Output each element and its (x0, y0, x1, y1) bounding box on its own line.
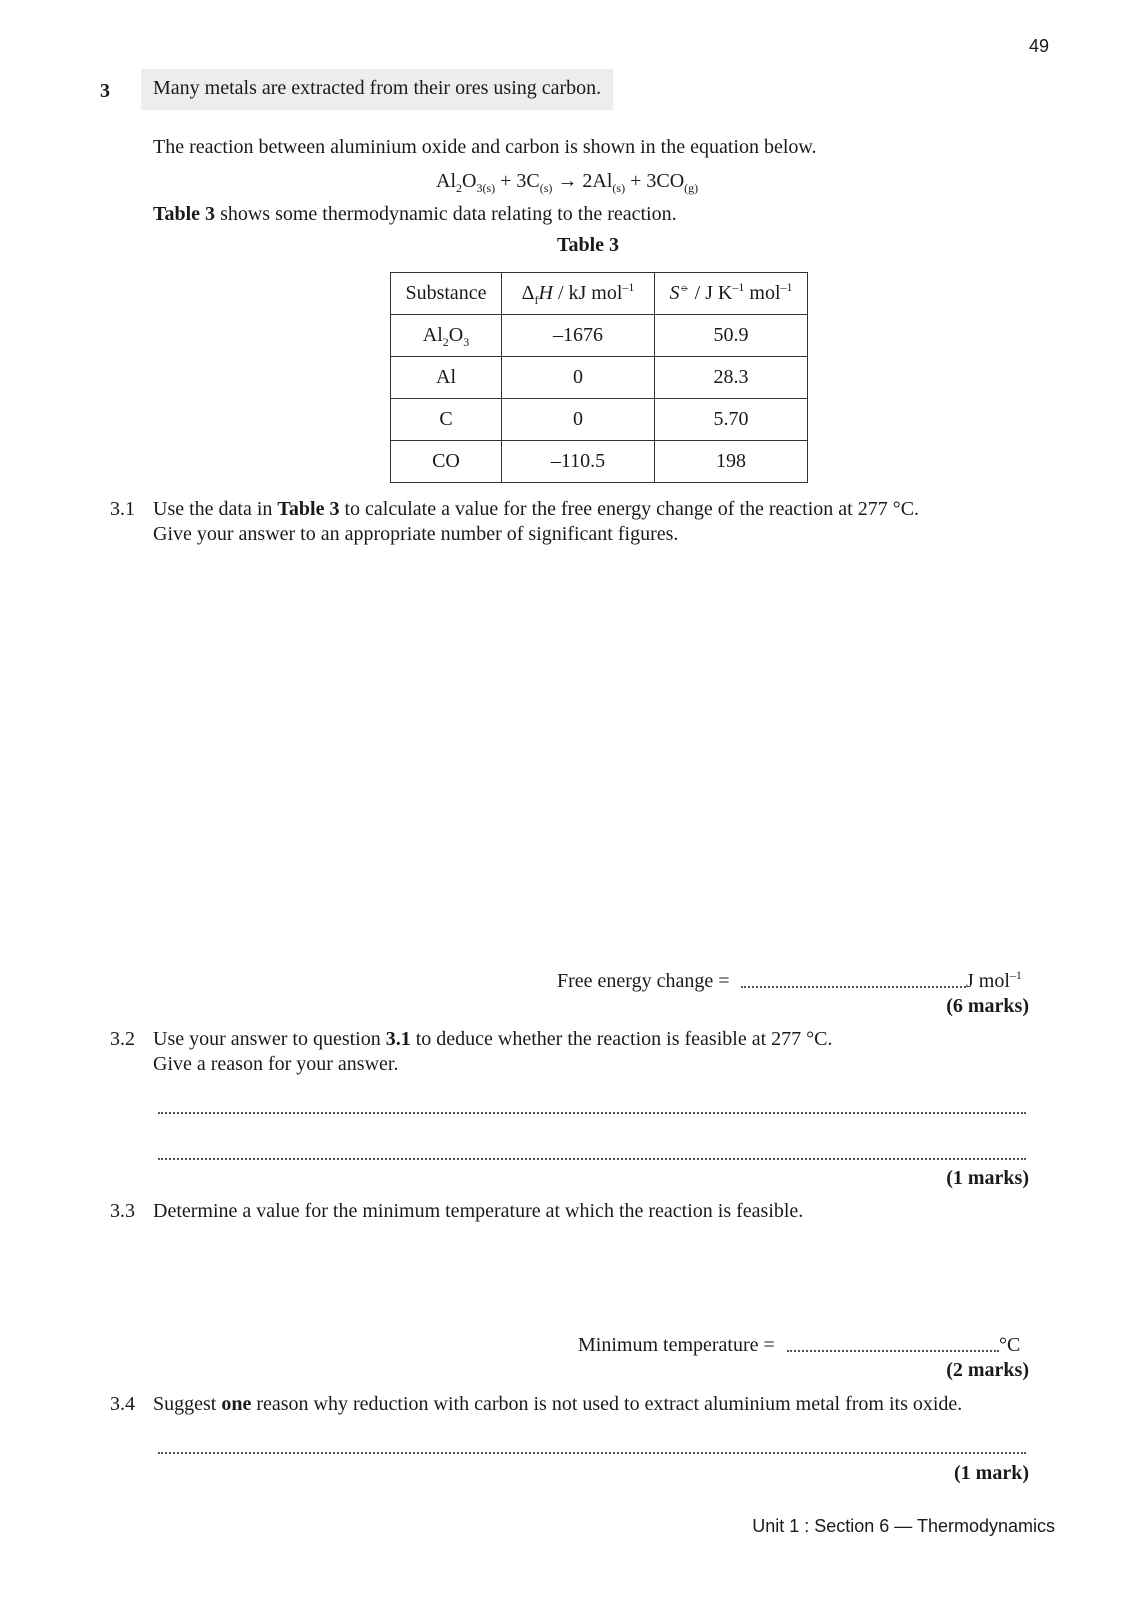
entropy-cell: 198 (655, 441, 808, 483)
table-row (391, 441, 808, 483)
entropy-cell: 28.3 (655, 357, 808, 399)
entropy-cell: 50.9 (655, 315, 808, 357)
q32-marks: (1 marks) (946, 1167, 1029, 1189)
q33-marks: (2 marks) (946, 1359, 1029, 1381)
q33-answer-field[interactable] (787, 1350, 999, 1352)
q34-text: Suggest one reason why reduction with carbon is not used to extract aluminium metal from its oxide. (153, 1393, 963, 1415)
question-number: 3 (100, 80, 110, 102)
q31-text-line2: Give your answer to an appropriate number of significant figures. (153, 523, 679, 545)
entropy-cell: 5.70 (655, 399, 808, 441)
enthalpy-cell: –110.5 (502, 441, 655, 483)
header-enthalpy: $\Delta_fH$ / kJ mol$^{-1}$ (502, 273, 655, 315)
q32-number: 3.2 (110, 1028, 135, 1050)
q31-answer-unit: J mol$^{-1}$ (966, 968, 1022, 992)
question-intro (141, 69, 613, 110)
q32-answer-line-1[interactable] (158, 1112, 1026, 1114)
q31-marks: (6 marks) (946, 995, 1029, 1017)
page-footer: Unit 1 : Section 6 — Thermodynamics (752, 1516, 1055, 1536)
q32-text: Use your answer to question 3.1 to deduce whether the reaction is feasible at 277 °C. (153, 1028, 833, 1050)
enthalpy-cell: 0 (502, 399, 655, 441)
page-number: 49 (1028, 36, 1049, 56)
q32-answer-line-2[interactable] (158, 1158, 1026, 1160)
thermo-data-table (390, 272, 808, 483)
q33-answer-unit: °C (999, 1334, 1021, 1356)
table-row (391, 357, 808, 399)
q31-answer-label: Free energy change = (557, 970, 730, 992)
table-reference: Table 3 shows some thermodynamic data relating to the reaction. (153, 203, 677, 225)
q31-text: Use the data in Table 3 to calculate a value for the free energy change of the reaction at 277 °C. (153, 498, 920, 520)
table-header-row (391, 273, 808, 315)
q31-number: 3.1 (110, 498, 135, 520)
substance-cell: C (391, 399, 502, 441)
header-substance: Substance (391, 273, 502, 315)
q34-number: 3.4 (110, 1393, 135, 1415)
q33-text: Determine a value for the minimum temperature at which the reaction is feasible. (153, 1200, 804, 1222)
q33-answer-label: Minimum temperature = (578, 1334, 775, 1356)
substance-cell: $Al_2O_3$ (391, 315, 502, 357)
table-row (391, 399, 808, 441)
enthalpy-cell: –1676 (502, 315, 655, 357)
enthalpy-cell: 0 (502, 357, 655, 399)
reaction-text: The reaction between aluminium oxide and carbon is shown in the equation below. (153, 136, 817, 158)
table-row (391, 315, 808, 357)
q31-answer-field[interactable] (741, 986, 966, 988)
header-entropy: S⦵ / J $K^{-1}$ mol$^{-1}$ (655, 273, 808, 315)
table-caption: Table 3 (557, 234, 620, 256)
q33-number: 3.3 (110, 1200, 135, 1222)
question-intro-text: Many metals are extracted from their ores using carbon. (153, 77, 602, 99)
substance-cell: Al (391, 357, 502, 399)
q34-marks: (1 mark) (954, 1462, 1029, 1484)
reaction-equation: $Al_2O_{3(s)} + 3C_{(s)} \to 2Al_{(s)} + 3CO_{(g)}$ (436, 170, 699, 195)
substance-cell: CO (391, 441, 502, 483)
q34-answer-line[interactable] (158, 1452, 1026, 1454)
q32-text-line2: Give a reason for your answer. (153, 1053, 399, 1075)
